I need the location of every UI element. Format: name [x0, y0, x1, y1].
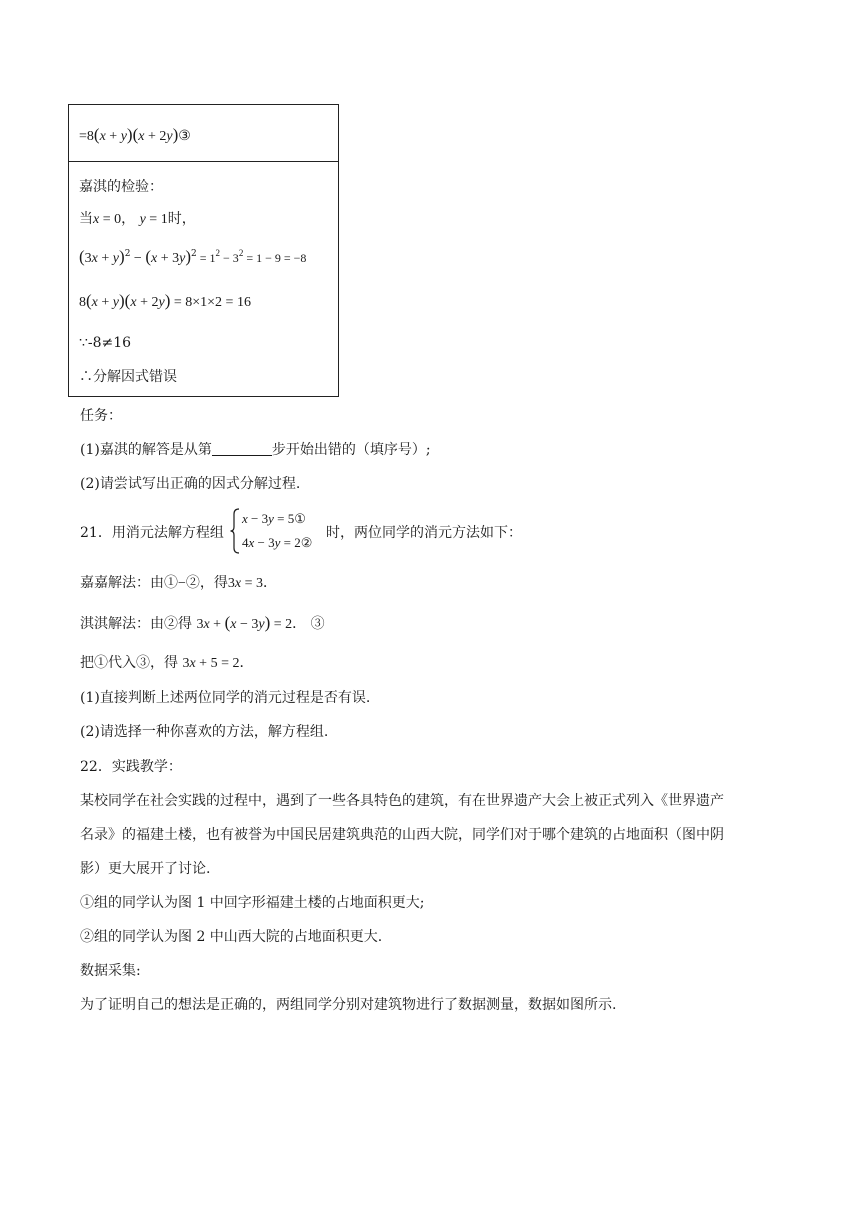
step3-result: =8(x + y)(x + 2y)③	[79, 125, 191, 144]
because-line: ∵-8≠16	[79, 335, 132, 351]
q20-task2: (2)请尝试写出正确的因式分解过程.	[80, 476, 301, 492]
q21-task1: (1)直接判断上述两位同学的消元过程是否有误.	[80, 690, 371, 706]
q22-paragraph-line1: 某校同学在社会实践的过程中，遇到了一些各具特色的建筑，有在世界遗产大会上被正式列入《世界遗产	[80, 793, 724, 809]
q21-stem-before: 21．用消元法解方程组	[80, 525, 224, 541]
q20-task1: (1)嘉淇的解答是从第 步开始出错的（填序号）;	[80, 442, 431, 458]
jiajia-method: 嘉嘉解法：由①−②，得3x = 3．	[80, 575, 278, 591]
answer-blank[interactable]	[212, 441, 272, 456]
qiqi-method: 淇淇解法：由②得 3x + (x − 3y) = 2． ③	[80, 613, 325, 632]
check-box	[68, 104, 339, 397]
q22-title: 22．实践教学：	[80, 759, 182, 775]
therefore-line: ∴分解因式错误	[79, 369, 177, 385]
task-label: 任务：	[80, 408, 122, 424]
equation-2: 4x − 3y = 2②	[242, 535, 313, 551]
equation-1: x − 3y = 5①	[242, 511, 306, 527]
q22-paragraph-line2: 名录》的福建土楼，也有被誉为中国民居建筑典范的山西大院，同学们对于哪个建筑的占地面积（图中阴	[80, 827, 724, 843]
q22-group2: ②组的同学认为图 2 中山西大院的占地面积更大.	[80, 929, 383, 945]
q21-task2: (2)请选择一种你喜欢的方法，解方程组.	[80, 724, 329, 740]
substitute-line: 把①代入③，得 3x + 5 = 2．	[80, 655, 254, 671]
check-title: 嘉淇的检验：	[79, 179, 163, 195]
equation-brace	[230, 508, 240, 554]
rhs-calculation: 8(x + y)(x + 2y) = 8×1×2 = 16	[79, 291, 251, 310]
q22-data-text: 为了证明自己的想法是正确的，两组同学分别对建筑物进行了数据测量，数据如图所示.	[80, 997, 617, 1013]
lhs-calculation: $(3x + y)^2 - (x + 3y)^2 = 1^2 - 3^2 = 1 - 9 = -8$	[79, 247, 307, 266]
q21-stem-after: 时，两位同学的消元方法如下：	[326, 525, 522, 541]
q22-paragraph-line3: 影）更大展开了讨论.	[80, 861, 211, 877]
q22-data-title: 数据采集:	[80, 963, 141, 979]
check-condition: 当x = 0， y = 1时，	[79, 211, 196, 227]
box-divider	[69, 161, 338, 162]
q22-group1: ①组的同学认为图 1 中回字形福建土楼的占地面积更大;	[80, 895, 425, 911]
